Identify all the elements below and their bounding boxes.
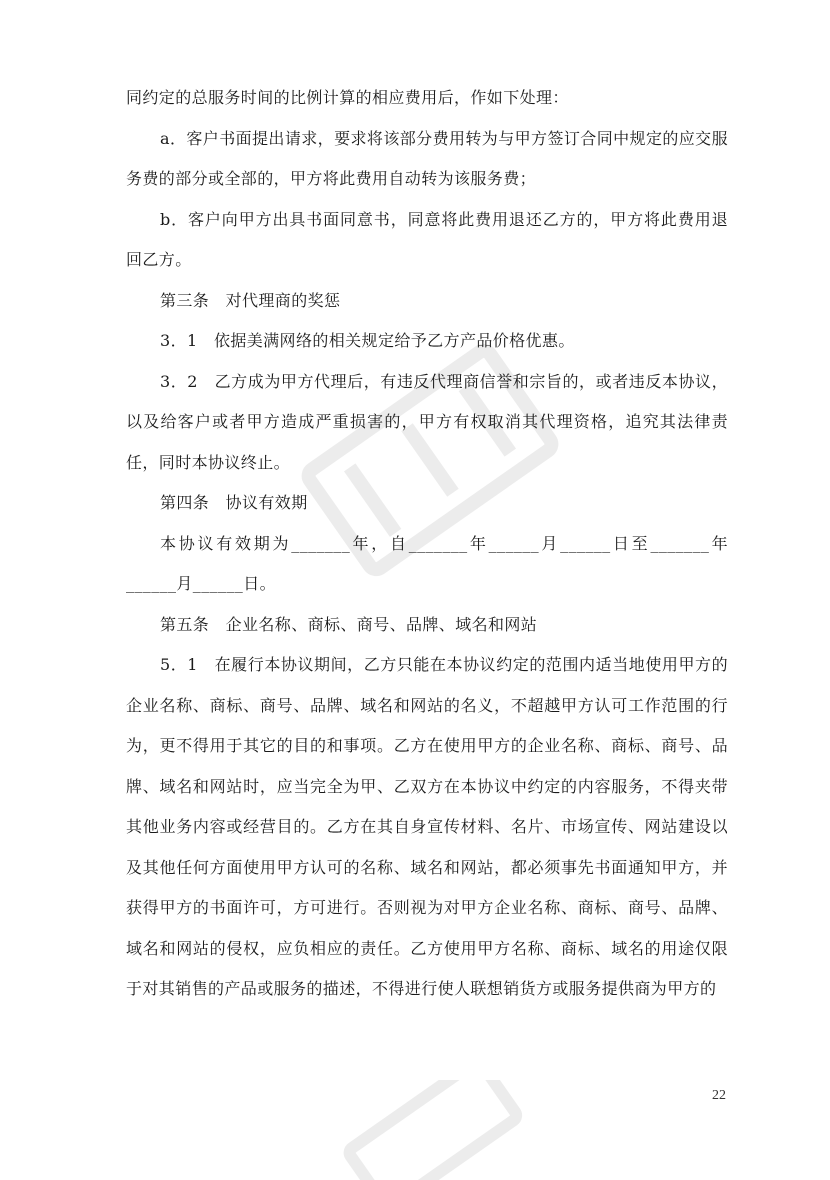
clause-3-1: 3．1 依据美满网络的相关规定给予乙方产品价格优惠。 bbox=[160, 331, 575, 350]
clause-3-2: 3．2 乙方成为甲方代理后，有违反代理商信誉和宗旨的，或者违反本协议，以及给客户或者甲方造成严重损害的，甲方有权取消其代理资格，追究其法律责任，同时本协议终止。 bbox=[126, 371, 728, 472]
watermark-icon-bottom bbox=[330, 1080, 530, 1180]
paragraph-continuation: 同约定的总服务时间的比例计算的相应费用后，作如下处理： bbox=[126, 88, 569, 107]
clause-5-1: 5．1 在履行本协议期间，乙方只能在本协议约定的范围内适当地使用甲方的企业名称、商标、商号、品牌、域名和网站的名义，不超越甲方认可工作范围的行为，更不得用于其它的目的和事项。乙方在使用甲方的企业名称、商标、商号、品牌、域名和网站时，应当完全为甲、乙双方在本协议中约定的内容服务，不得夹带其他业务内容或经营目的。乙方在其自身宣传材料、名片、市场宣传、网站建设以及其他任何方面使用甲方认可的名称、域名和网站，都必须事先书面通知甲方，并获得甲方的书面许可，方可进行。否则视为对甲方企业名称、商标、商号、品牌、域名和网站的侵权，应负相应的责任。乙方使用甲方名称、商标、域名的用途仅限于对其销售的产品或服务的描述，不得进行使人联想销货方或服务提供商为甲方的 bbox=[126, 655, 728, 998]
paragraph-item-a: a．客户书面提出请求，要求将该部分费用转为与甲方签订合同中规定的应交服务费的部分或全部的，甲方将此费用自动转为该服务费； bbox=[126, 128, 728, 188]
page-number: 22 bbox=[712, 1088, 726, 1103]
article-5-heading: 第五条 企业名称、商标、商号、品牌、域名和网站 bbox=[160, 614, 538, 634]
document-body bbox=[126, 78, 728, 1010]
article-4-heading: 第四条 协议有效期 bbox=[160, 493, 308, 512]
paragraph-item-b: b．客户向甲方出具书面同意书，同意将此费用退还乙方的，甲方将此费用退回乙方。 bbox=[126, 209, 728, 269]
validity-period-clause: 本协议有效期为_______年，自_______年______月______日至_______年______月______日。 bbox=[126, 533, 728, 593]
article-3-heading: 第三条 对代理商的奖惩 bbox=[160, 290, 341, 310]
